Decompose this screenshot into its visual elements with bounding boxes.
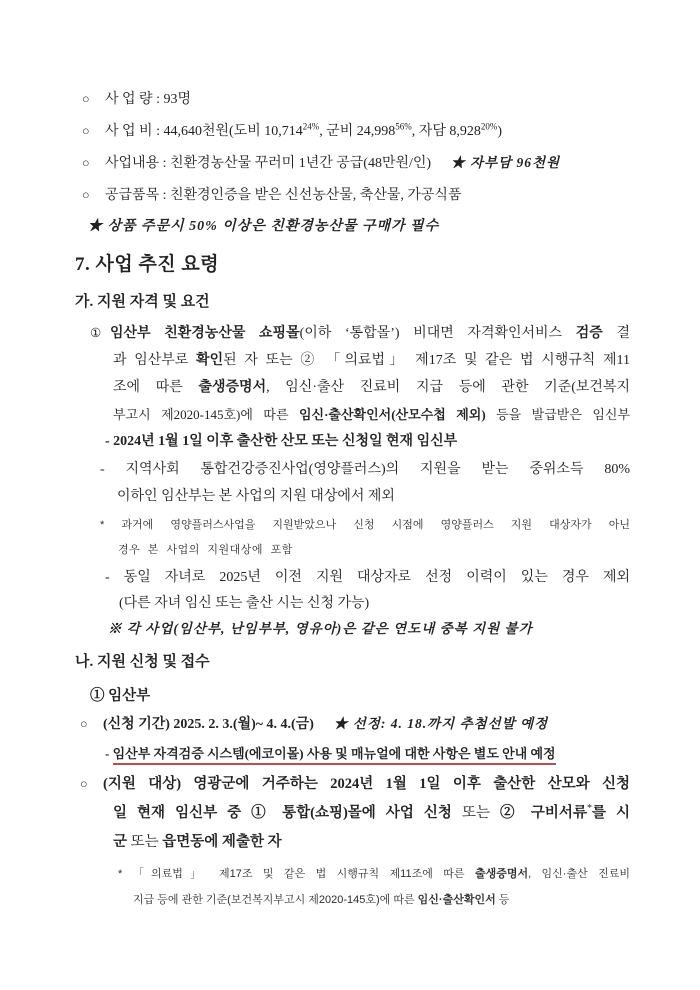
support-target-bold: 일 현재 임신부 중 ① 통합(쇼핑)몰에 사업 신청 bbox=[113, 805, 462, 821]
eligibility-text: 된 자 또는 ② 「의료법」 제17조 및 같은 법 시행규칙 제11 bbox=[223, 353, 630, 368]
overview-content-text: 사업내용 : 친환경농산물 꾸러미 1년간 공급(48만원/인) bbox=[105, 156, 432, 171]
nutrition-exclusion-line-1: - 지역사회 통합건강증진사업(영양플러스)의 지원을 받는 중위소득 80% bbox=[100, 462, 630, 477]
circle-bullet-icon: ○ bbox=[82, 188, 90, 202]
eligibility-line-3 bbox=[75, 374, 630, 401]
application-period-dates: 2025. 2. 3.(월)~ 4. 4.(금) bbox=[169, 717, 314, 732]
budget-share-superscript: 24% bbox=[302, 121, 320, 132]
circle-bullet-icon: ○ bbox=[82, 92, 90, 106]
overview-budget-suffix: ) bbox=[497, 124, 503, 139]
footnote-nutrition-line-2: 경우 본 사업의 지원대상에 포함 bbox=[118, 544, 293, 556]
selection-date-note: ★ 선정: 4. 18.까지 추첨선발 예정 bbox=[333, 716, 549, 731]
circle-bullet-icon: ○ bbox=[82, 124, 90, 138]
footnote-text: 지급 등에 관한 기준(보건복지부고시 제2020-145호)에 따른 bbox=[133, 894, 418, 906]
eligibility-bold-birthcert: 출생증명서 bbox=[198, 380, 267, 395]
support-target-paragraph bbox=[75, 770, 630, 857]
nutrition-exclusion-line-2: 이하인 임산부는 본 사업의 지원 대상에서 제외 bbox=[117, 489, 395, 504]
circled-one-marker: ① bbox=[90, 326, 102, 340]
manual-guide-underlined-line bbox=[75, 742, 630, 765]
circle-bullet-icon: ○ bbox=[80, 717, 88, 731]
eligibility-bold-pregnancycert: 임신·출산확인서(산모수첩 제외) bbox=[298, 407, 486, 422]
support-target-bold: ② 구비서류 bbox=[489, 805, 587, 821]
footnote-nutrition-plus bbox=[75, 513, 630, 563]
support-target-line-2 bbox=[75, 799, 630, 828]
overview-budget-mid2: , 자담 8,928 bbox=[411, 124, 481, 139]
eligibility-text: 결 bbox=[602, 326, 630, 341]
support-target-bold: 군 bbox=[113, 834, 131, 850]
support-target-bold: (지원 대상) 영광군에 거주하는 2024년 1월 1일 이후 출산한 산모와 신청 bbox=[103, 776, 630, 792]
footnote-nutrition-line-1: * 과거에 영양플러스사업을 지원받았으나 신청 시점에 영양플러스 지원 대상자가 아닌 bbox=[100, 519, 630, 531]
manual-guide-text: 임산부 자격검증 시스템(에코이몰) 사용 및 매뉴얼에 대한 사항은 별도 안내 예정 bbox=[113, 746, 556, 765]
eligibility-line-2 bbox=[75, 347, 630, 374]
dash-item-same-child-exclusion bbox=[75, 565, 630, 617]
footnote-bold-birthcert: 출생증명서 bbox=[474, 868, 529, 880]
subsection-heading-ga: 가. 지원 자격 및 요건 bbox=[75, 294, 210, 310]
budget-share-superscript: 20% bbox=[480, 121, 498, 132]
support-target-line-3 bbox=[75, 828, 630, 857]
eligibility-text: 부고시 제2020-145호)에 따른 bbox=[113, 407, 299, 422]
support-target-bold: 를 시 bbox=[591, 805, 630, 821]
footnote-text: 등 bbox=[495, 894, 510, 906]
overview-quantity-text: 사 업 량 : 93명 bbox=[105, 92, 191, 107]
eligibility-bold-shoppingmall: 임산부 친환경농산물 쇼핑몰 bbox=[110, 326, 300, 341]
dash-item-birth-after-2024: - 2024년 1월 1일 이후 출산한 산모 또는 신청일 현재 임신부 bbox=[105, 434, 458, 449]
footnote-text: * 「의료법」 제17조 및 같은 법 시행규칙 제11조에 따른 bbox=[118, 868, 475, 880]
circle-bullet-icon: ○ bbox=[80, 777, 88, 791]
eligibility-text: 과 임산부로 bbox=[113, 353, 197, 368]
overview-budget-prefix: 사 업 비 : 44,640천원(도비 10,714 bbox=[105, 124, 303, 139]
order-requirement-note: ★ 상품 주문시 50% 이상은 친환경농산물 구매가 필수 bbox=[88, 219, 440, 234]
documents-asterisk: * bbox=[586, 803, 592, 815]
support-target-line-1 bbox=[75, 770, 630, 799]
overview-item-budget bbox=[75, 120, 630, 143]
eligibility-bold-confirmed: 확인 bbox=[196, 353, 224, 368]
overview-item-products bbox=[75, 184, 630, 207]
application-period-label: (신청 기간) bbox=[103, 717, 170, 732]
overview-budget-mid1: , 군비 24,998 bbox=[319, 124, 396, 139]
eligibility-line-1 bbox=[75, 320, 630, 347]
same-child-line-2: (다른 자녀 임신 또는 출산 시는 신청 가능) bbox=[119, 596, 370, 611]
subitem-pregnant-women: ① 임산부 bbox=[90, 688, 151, 704]
eligibility-bold-verify: 검증 bbox=[575, 326, 603, 341]
eligibility-text: 조에 따른 bbox=[113, 380, 199, 395]
dash-item-nutrition-plus-exclusion bbox=[75, 456, 630, 510]
overview-products-text: 공급품목 : 친환경인증을 받은 신선농산물, 축산물, 가공식품 bbox=[105, 188, 462, 203]
same-child-line-1: - 동일 자녀로 2025년 이전 지원 대상자로 선정 이력이 있는 경우 제외 bbox=[105, 570, 630, 585]
eligibility-paragraph bbox=[75, 320, 630, 428]
eligibility-text: 등을 발급받은 임신부 bbox=[485, 407, 631, 422]
self-pay-note: ★ 자부담 96천원 bbox=[451, 155, 561, 170]
circle-bullet-icon: ○ bbox=[82, 156, 90, 170]
footnote-bold-pregnancycert: 임신·출산확인서 bbox=[417, 894, 496, 906]
dash-marker: - bbox=[105, 746, 113, 761]
application-period-line bbox=[75, 713, 630, 736]
duplicate-support-note: ※ 각 사업(임산부, 난임부부, 영유아)은 같은 연도내 중복 지원 불가 bbox=[108, 621, 533, 636]
subsection-heading-na: 나. 지원 신청 및 접수 bbox=[75, 654, 210, 670]
footnote-medical-line-1 bbox=[75, 861, 630, 887]
support-target-bold: 읍면동에 제출한 자 bbox=[158, 834, 282, 850]
eligibility-text: (이하 ‘통합몰’) 비대면 자격확인서비스 bbox=[299, 326, 576, 341]
section-heading: 7. 사업 추진 요령 bbox=[75, 254, 220, 275]
overview-item-content bbox=[75, 152, 630, 175]
support-target-regular: 또는 bbox=[461, 805, 490, 821]
footnote-medical-line-2 bbox=[75, 887, 630, 913]
footnote-text: , 임신·출산 진료비 bbox=[528, 868, 630, 880]
eligibility-line-4 bbox=[75, 401, 630, 428]
support-target-regular: 또는 bbox=[130, 834, 159, 850]
overview-item-quantity bbox=[75, 88, 630, 111]
budget-share-superscript: 56% bbox=[395, 121, 412, 132]
footnote-medical-law bbox=[75, 861, 630, 913]
eligibility-text: , 임신·출산 진료비 지급 등에 관한 기준(보건복지 bbox=[266, 380, 630, 395]
